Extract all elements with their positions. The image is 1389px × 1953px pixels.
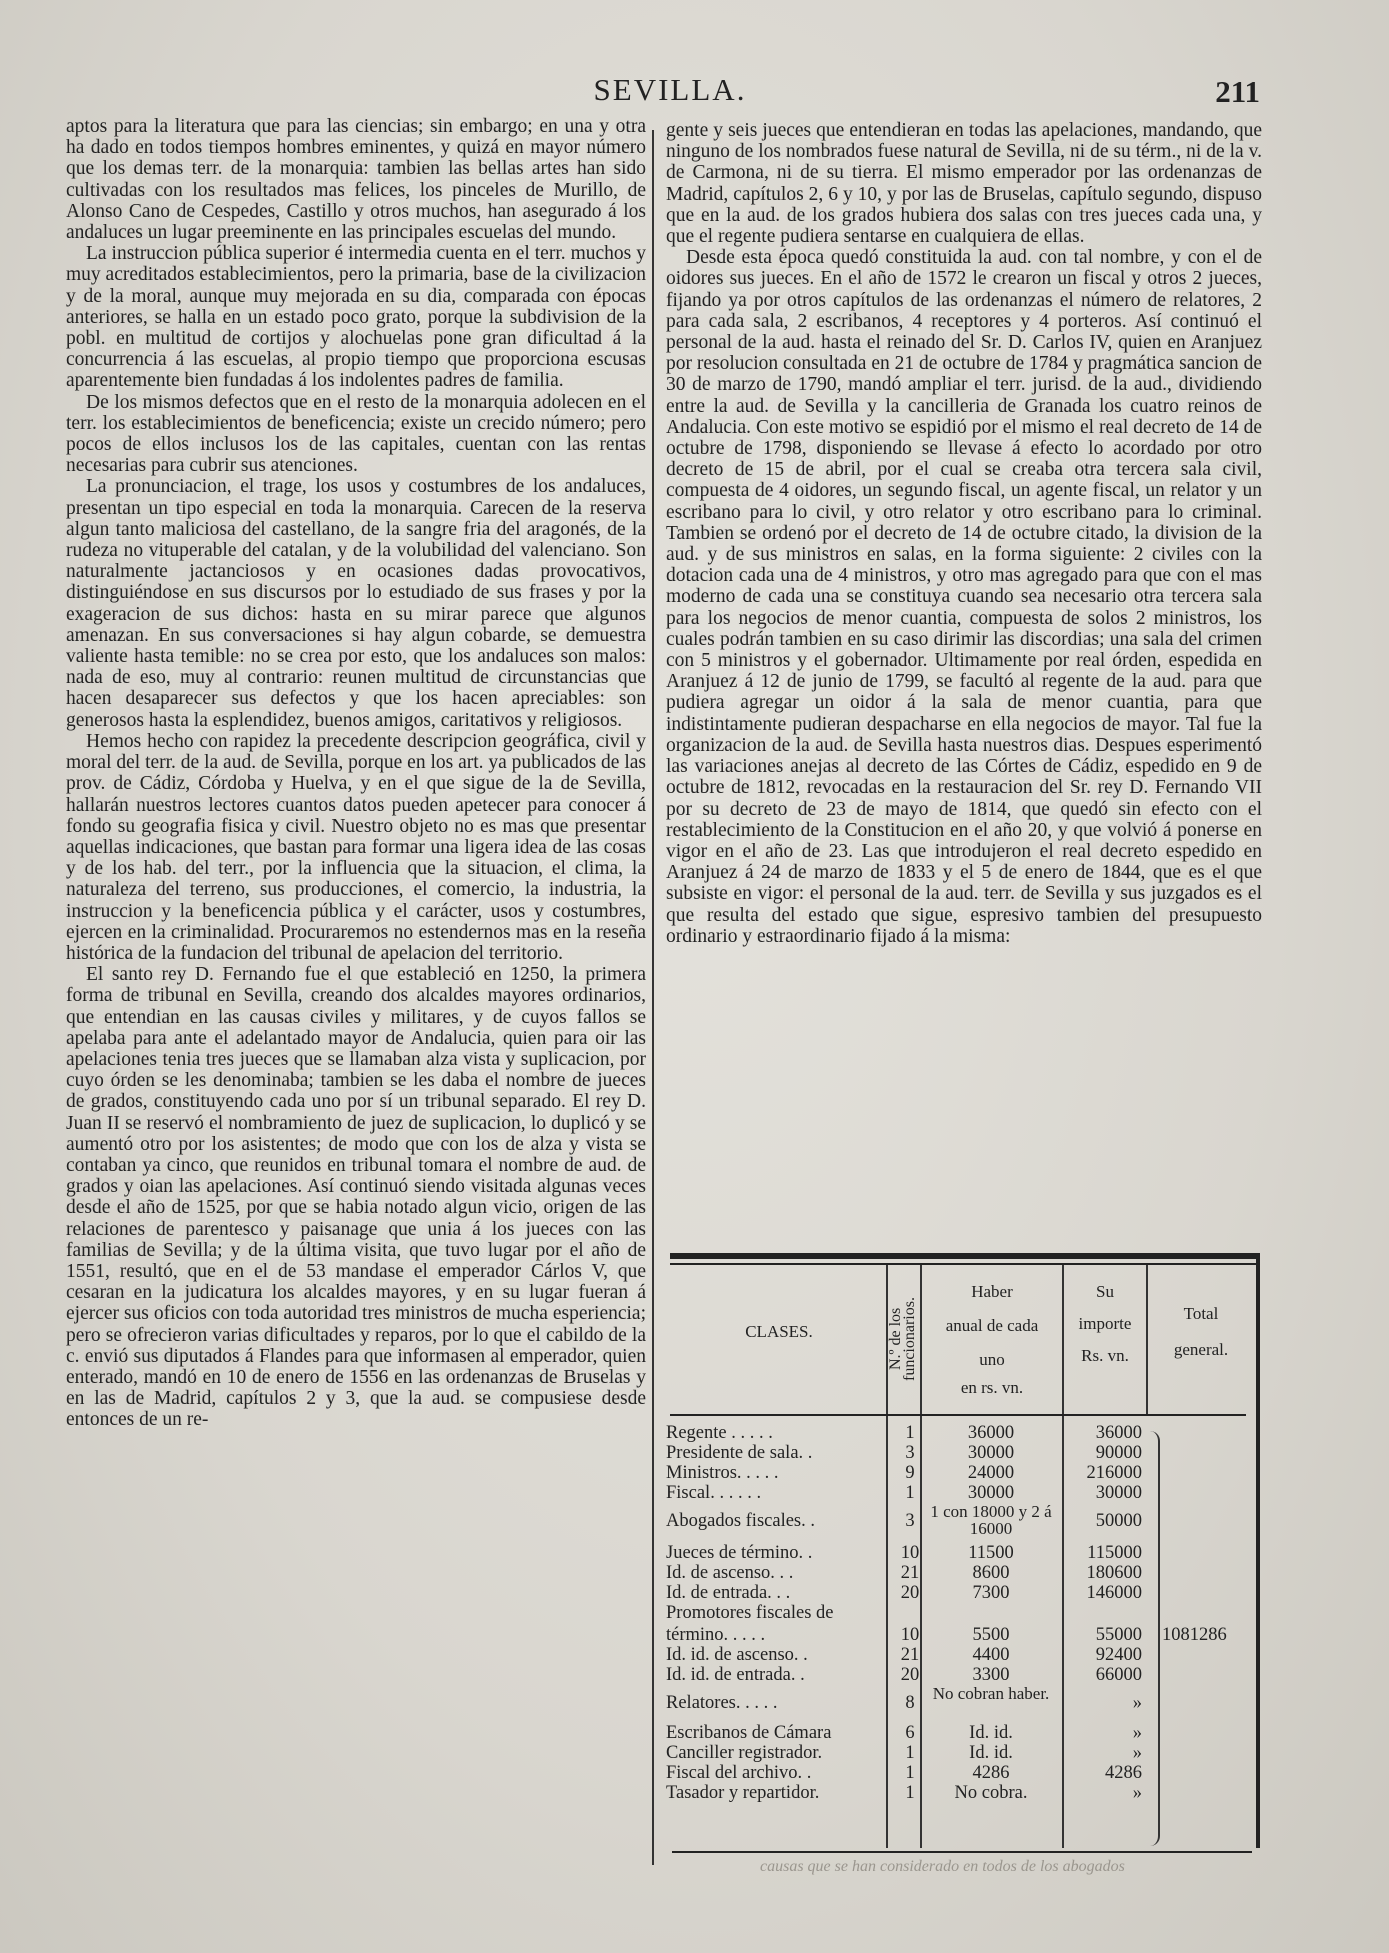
row-count: 8 xyxy=(905,1693,915,1713)
header-total-1: Total xyxy=(1183,1304,1219,1323)
row-haber: 3300 xyxy=(972,1665,1010,1685)
table-row xyxy=(664,1763,1264,1783)
row-count: 3 xyxy=(905,1511,915,1531)
row-count: 1 xyxy=(905,1763,915,1783)
header-haber-3: uno xyxy=(979,1350,1005,1369)
paragraph: gente y seis jueces que entendieran en todas las apelaciones, mandando, que ninguno de los nombrados fuese natural de Sevilla, ni de su térm., ni de la v. de Carmona, ni de su tierra. El mismo emperador por las ordenanzas de Madrid, capítulos 2, 6 y 10, y por las de Bruselas, capítulo segundo, dispuso que en la aud. de los grados hubiera dos salas con tres jueces cada una, y que el regente pudiera sentarse en cualquiera de ellas. xyxy=(666,120,1262,248)
row-haber: 30000 xyxy=(967,1443,1015,1463)
row-name: Presidente de sala. . xyxy=(666,1443,813,1463)
table-row xyxy=(664,1783,1264,1803)
row-haber: 30000 xyxy=(967,1483,1015,1503)
row-name: Id. de ascenso. . . xyxy=(666,1563,794,1583)
row-haber: No cobran haber. xyxy=(932,1684,1050,1703)
table-row xyxy=(664,1483,1264,1503)
show-through-text: causas que se han considerado en todos de los abogados xyxy=(760,1858,1125,1875)
table-row xyxy=(664,1543,1264,1563)
row-importe: 50000 xyxy=(1095,1511,1142,1531)
row-name: Canciller registrador. xyxy=(666,1743,823,1763)
row-count: 1 xyxy=(905,1783,915,1803)
row-count: 1 xyxy=(905,1743,915,1763)
running-title: SEVILLA. xyxy=(593,72,747,107)
table-rule xyxy=(670,1263,1260,1265)
row-importe: 30000 xyxy=(1095,1483,1142,1503)
row-count: 20 xyxy=(900,1583,920,1603)
row-importe: » xyxy=(1132,1723,1142,1743)
table-row xyxy=(664,1603,1264,1623)
header-total-2: general. xyxy=(1173,1340,1229,1359)
row-count: 10 xyxy=(900,1543,920,1563)
row-count: 1 xyxy=(905,1423,915,1443)
paragraph: Hemos hecho con rapidez la precedente descripcion geográfica, civil y moral del terr. de la aud. de Sevilla, porque en los art. ya publicados de las prov. de Cádiz, Córdoba y Huelva, y en el que sigue de la de Sevilla, hallarán nuestros lectores cuantos datos pueden apetecer para conocer á fondo su geografia fisica y civil. Nuestro objeto no es mas que presentar aquellas indicaciones, que bastan para formar una ligera idea de las cosas y de los hab. del terr., por la influencia que la situacion, el clima, la naturaleza del terreno, sus producciones, el comercio, la industria, la instruccion y la beneficencia pública y el carácter, usos y costumbres, ejercen en la criminalidad. Procuraremos no estendernos mas en la reseña histórica de la fundacion del tribunal de apelacion del territorio. xyxy=(66,730,646,964)
total-general-value: 1081286 xyxy=(1162,1625,1227,1645)
header-importe-3: Rs. vn. xyxy=(1081,1346,1129,1365)
row-name: Id. de entrada. . . xyxy=(666,1583,791,1603)
row-importe: 216000 xyxy=(1086,1463,1142,1483)
row-haber: 36000 xyxy=(967,1423,1015,1443)
paragraph: La instruccion pública superior é intermedia cuenta en el terr. muchos y muy acreditados establecimientos, pero la primaria, base de la civilizacion y de la moral, aunque muy mejorada en su dia, comparada con épocas anteriores, se halla en un estado poco grato, porque la subdivision de la pobl. en multitud de cortijos y alochuelas pone gran dificultad á la concurrencia á las escuelas, al propio tiempo que proporciona escusas aparentemente bien fundadas á los indolentes padres de familia. xyxy=(66,243,646,392)
column-divider xyxy=(652,130,654,1865)
row-importe: 90000 xyxy=(1095,1443,1142,1463)
row-haber: 8600 xyxy=(972,1563,1010,1583)
row-haber: 4400 xyxy=(972,1645,1010,1665)
row-name: Escribanos de Cámara xyxy=(666,1723,832,1743)
right-column xyxy=(666,120,1262,947)
table-rule xyxy=(670,1414,1246,1416)
table-row xyxy=(664,1463,1264,1483)
table-row xyxy=(664,1502,1264,1538)
row-count: 21 xyxy=(900,1563,920,1583)
header-clases: CLASES. xyxy=(745,1322,813,1341)
header-haber-4: en rs. vn. xyxy=(960,1378,1024,1397)
row-importe: 146000 xyxy=(1086,1583,1142,1603)
row-name: Fiscal del archivo. . xyxy=(666,1763,812,1783)
header-num-funcionarios: N.º de los funcionarios. xyxy=(887,1297,918,1381)
row-name: término. . . . . xyxy=(666,1625,766,1645)
paragraph: La pronunciacion, el trage, los usos y costumbres de los andaluces, presentan un tipo especial en toda la monarquia. Carecen de la reserva algun tanto maliciosa del castellano, de la sangre fria del aragonés, de la rudeza no vituperable del catalan, y de la volubilidad del valenciano. Son naturalmente jactanciosos y en ocasiones dadas provocativos, distinguiéndose en sus discursos por lo estudiado de sus frases y por la exageracion de sus dichos: hasta en su mirar parece que algunos amenazan. En sus conversaciones si hay algun cobarde, se demuestra valiente hasta temible: no se crea por esto, que los andaluces son malos: nada de eso, muy al contrario: reunen multitud de circunstancias que hacen desaparecer sus defectos y que los hacen apreciables: son generosos hasta la esplendidez, buenos amigos, caritativos y religiosos. xyxy=(66,476,646,731)
row-name: Tasador y repartidor. xyxy=(666,1783,820,1803)
row-count: 20 xyxy=(900,1665,920,1685)
table-rule xyxy=(672,1851,1252,1853)
row-name: Id. id. de entrada. . xyxy=(666,1665,805,1685)
row-haber: 11500 xyxy=(968,1543,1014,1563)
row-haber: 1 con 18000 y 2 á 16000 xyxy=(930,1502,1052,1538)
row-importe: 55000 xyxy=(1095,1625,1142,1645)
header-haber-1: Haber xyxy=(971,1282,1013,1301)
row-importe: 66000 xyxy=(1095,1665,1142,1685)
row-haber: No cobra. xyxy=(954,1783,1028,1803)
row-importe: 4286 xyxy=(1105,1763,1142,1783)
row-name: Fiscal. . . . . . xyxy=(666,1483,762,1503)
row-count: 21 xyxy=(900,1645,920,1665)
paragraph: Desde esta época quedó constituida la aud. con tal nombre, y con el de oidores sus jueces. En el año de 1572 le crearon un fiscal y otros 2 jueces, fijando ya por otros capítulos de las ordenanzas el número de relatores, 2 para cada sala, 2 escribanos, 4 receptores y 4 porteros. Así continuó el personal de la aud. hasta el reinado del Sr. D. Carlos IV, quien en Aranjuez por resolucion consultada en 21 de octubre de 1784 y pragmática sancion de 30 de marzo de 1790, mandó ampliar el terr. jurisd. de la aud., dividiendo entre la aud. de Sevilla y la cancilleria de Granada los cuatro reinos de Andalucia. Con este motivo se espidió por el mismo el real decreto de 14 de octubre de 1798, disponiendo se llevase á efecto lo acordado por otro decreto de 15 de abril, por el cual se creaba otra tercera sala civil, compuesta de 4 oidores, un segundo fiscal, un agente fiscal, un relator y un escribano para lo civil, y otro relator y otro escribano para lo criminal. Tambien se ordenó por el decreto de 14 de octubre citado, la division de la aud. y de sus ministros en salas, en la forma siguiente: 2 civiles con la dotacion cada una de 4 ministros, y otro mas agregado para que con el mas moderno de cada una se constituya cuando sea necesario otra tercera sala para los negocios de menor cuantia, compuesta de solos 2 ministros, los cuales podrán tambien en su caso dirimir las discordias; una sala del crimen con 5 ministros y el gobernador. Ultimamente por real órden, espedida en Aranjuez á 12 de junio de 1799, se facultó al regente de la aud. para que pudiera agregar un oidor á la sala de menor cuantia, para que indistintamente pudieran despacharse en ella negocios de mayor. Tal fue la organizacion de la aud. de Sevilla hasta nuestros dias. Despues esperimentó las variaciones anejas al decreto de las Córtes de Cádiz, espedido en 9 de octubre de 1812, revocadas en la restauracion del Sr. rey D. Fernando VII por su decreto de 23 de mayo de 1814, que quedó sin efecto con el restablecimiento de la Constitucion en el año 20, y que volvió á ponerse en vigor en el año de 23. Las que introdujeron el real decreto espedido en Aranjuez á 24 de marzo de 1833 y el 5 de enero de 1844, que es el que subsiste en vigor: el personal de la aud. terr. de Sevilla y sus juzgados es el que resulta del estado que sigue, espresivo tambien del presupuesto ordinario y estraordinario fijado á la misma: xyxy=(666,247,1262,947)
table-row xyxy=(664,1645,1264,1665)
row-name: Promotores fiscales de xyxy=(666,1603,834,1623)
row-count: 9 xyxy=(905,1463,915,1483)
total-brace xyxy=(1148,1431,1160,1846)
row-importe: 115000 xyxy=(1087,1543,1142,1563)
row-importe: 36000 xyxy=(1095,1423,1142,1443)
table-row xyxy=(664,1743,1264,1763)
row-haber: Id. id. xyxy=(969,1743,1013,1763)
row-name: Jueces de término. . xyxy=(666,1543,813,1563)
table-rule xyxy=(670,1253,1260,1259)
header-haber-2: anual de cada xyxy=(945,1316,1039,1335)
row-count: 10 xyxy=(900,1625,920,1645)
row-haber: Id. id. xyxy=(969,1723,1013,1743)
header-importe-2: importe xyxy=(1078,1314,1132,1333)
row-name: Ministros. . . . . xyxy=(666,1463,779,1483)
table-row xyxy=(664,1665,1264,1685)
left-column xyxy=(66,116,646,1431)
table-row xyxy=(664,1583,1264,1603)
row-haber: 4286 xyxy=(972,1763,1010,1783)
row-importe: 92400 xyxy=(1095,1645,1142,1665)
paragraph: De los mismos defectos que en el resto de la monarquia adolecen en el terr. los establecimientos de beneficencia; existe un crecido número; pero pocos de ellos inclusos los de las capitales, cuentan con las rentas necesarias para cubrir sus atenciones. xyxy=(66,391,646,477)
paragraph: El santo rey D. Fernando fue el que estableció en 1250, la primera forma de tribunal en Sevilla, creando dos alcaldes mayores ordinarios, que entendian en las causas civiles y militares, y de cuyos fallos se apelaba para ante el adelantado mayor de Andalucia, quien para oir las apelaciones tenia tres jueces que se llamaban alza vista y suplicacion, por cuyo órden se les denominaba; tambien se les daba el nombre de jueces de grados, constituyendo cada uno por sí un tribunal separado. El rey D. Juan II se reservó el nombramiento de juez de suplicacion, lo duplicó y se aumentó otro por los asistentes; de modo que con los de alza y vista se contaban ya cinco, que reunidos en tribunal tomara el nombre de aud. de grados y oian las apelaciones. Así continuó siendo visitada algunas veces desde el año de 1525, por que se habia notado algun vicio, origen de las relaciones de parentesco y paisanage que unia á los jueces con las familias de Sevilla; y de la última visita, que tuvo lugar por el año de 1551, resultó, que en el de 53 mandase el emperador Cárlos V, que cesaran en la judicatura los alcaldes mayores, y en su lugar fueran á ejercer sus oficios con toda autoridad tres ministros de mucha esperiencia; pero se ofrecieron varias dificultades y reparos, por lo que el cabildo de la c. envió sus diputados á Flandes para que informasen al emperador, quien enterado, mandó en 10 de enero de 1556 en las ordenanzas de Bruselas y en las de Madrid, capítulos 2 y 3, que la aud. se compusiese desde entonces de un re- xyxy=(66,964,646,1431)
row-haber: 7300 xyxy=(972,1583,1010,1603)
row-importe: » xyxy=(1132,1743,1142,1763)
row-importe: » xyxy=(1132,1783,1142,1803)
row-haber: 24000 xyxy=(967,1463,1015,1483)
row-count: 6 xyxy=(905,1723,915,1743)
row-name: Id. id. de ascenso. . xyxy=(666,1645,808,1665)
personnel-table xyxy=(664,1253,1264,1853)
page-header xyxy=(60,72,1280,116)
page-number: 211 xyxy=(1215,74,1260,109)
table-row xyxy=(664,1423,1264,1443)
table-row xyxy=(664,1684,1264,1713)
row-haber: 5500 xyxy=(972,1625,1010,1645)
row-name: Relatores. . . . . xyxy=(666,1693,778,1713)
row-name: Regente . . . . . xyxy=(666,1423,773,1443)
header-importe-1: Su xyxy=(1096,1282,1114,1301)
table-row xyxy=(664,1443,1264,1463)
table-row xyxy=(664,1723,1264,1743)
paragraph: aptos para la literatura que para las ciencias; sin embargo; en una y otra ha dado en todos tiempos hombres eminentes, y quizá en mayor número que los demas terr. de la monarquia: tambien las bellas artes han sido cultivadas con los resultados mas felices, los pinceles de Murillo, de Alonso Cano de Cespedes, Castillo y otros muchos, han asegurado á los andaluces un lugar preeminente en las principales escuelas del mundo. xyxy=(66,116,646,244)
row-importe: 180600 xyxy=(1086,1563,1142,1583)
row-name: Abogados fiscales. . xyxy=(666,1511,815,1531)
row-count: 1 xyxy=(905,1483,915,1503)
row-importe: » xyxy=(1132,1693,1142,1713)
table-row xyxy=(664,1563,1264,1583)
row-count: 3 xyxy=(905,1443,915,1463)
